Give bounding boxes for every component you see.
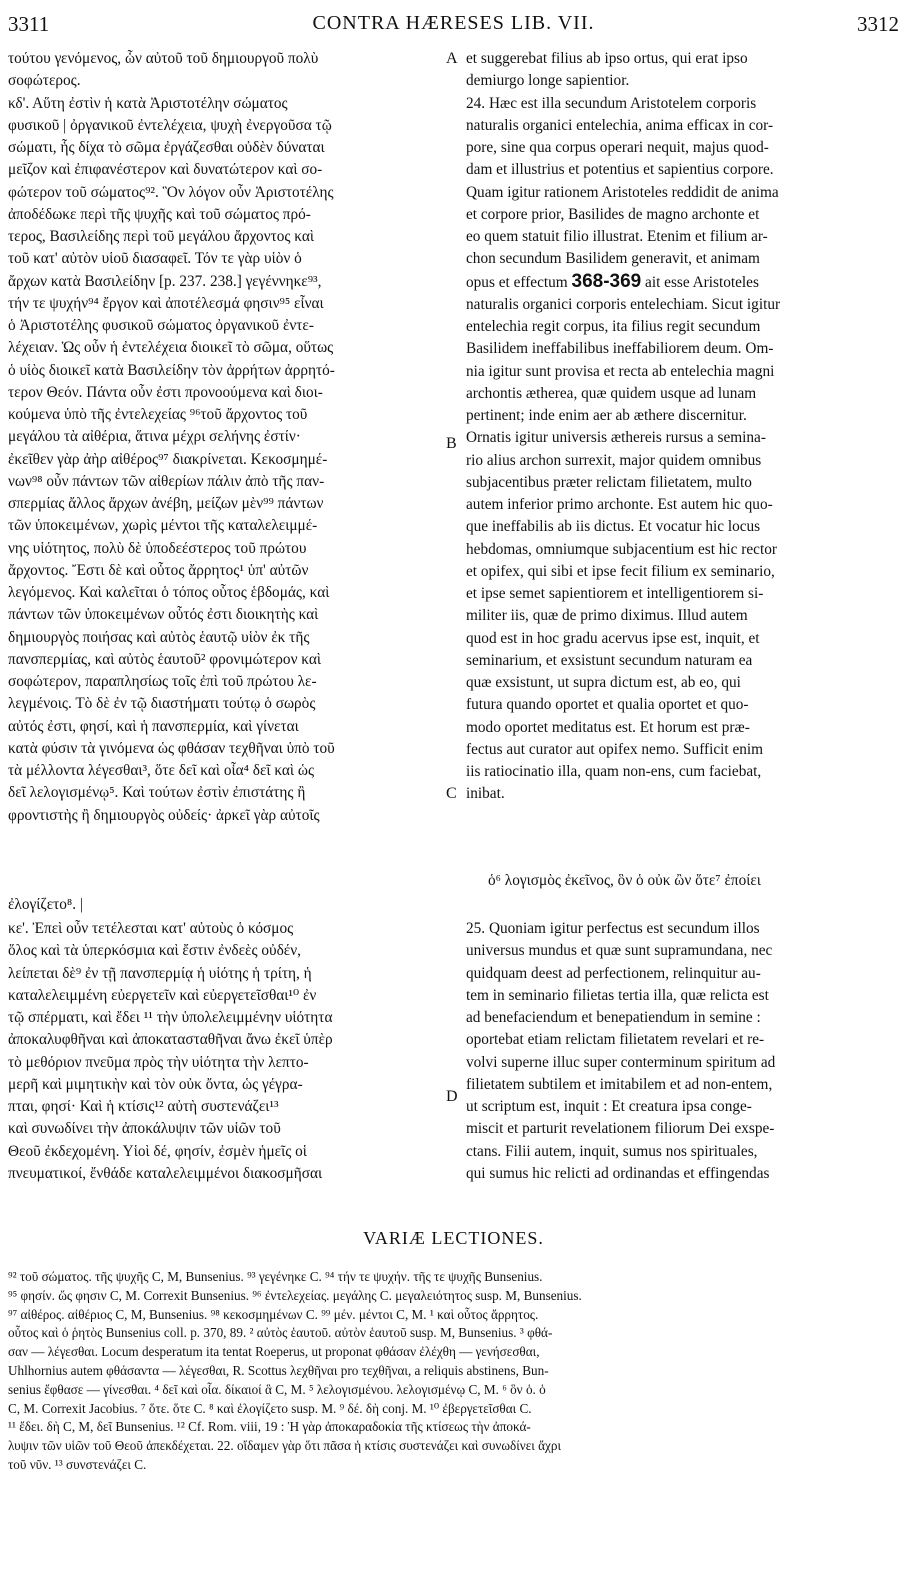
running-title: CONTRA HÆRESES LIB. VII. xyxy=(312,12,595,34)
margin-marker-c: C xyxy=(446,785,457,802)
latin-text-top-start: et suggerebat filius ab ipso ortus, qui erat ipso demiurgo longe sapientior. 24. Hæc est illa secundum Aristotelem corporis naturalis organici entelechia, anima efficax in cor- pore, sine qua corpus operari nequit, majus quod- dam et illustrius et potentius et sapientius corpore. Quam igitur rationem Aristoteles reddidit de anima et corpore prior, Basilides de magno archonte et eo quem statuit filio illustrat. Etenim et filium ar- chon secundum Basilidem generavit, et animam opus et effectum xyxy=(466,50,779,291)
margin-marker-d: D xyxy=(446,1088,458,1105)
migne-page-reference: 368-369 xyxy=(571,270,642,292)
greek-column-bottom: κε'. Ἐπεὶ οὖν τετέλεσται κατ' αὐτοὺς ὁ κόσμος ὅλος καὶ τὰ ὑπερκόσμια καὶ ἔστιν ἐνδεὲς οὐδέν, λείπεται δὲ⁹ ἐν τῇ πανσπερμίᾳ ἡ υἱότης ἡ τρίτη, ἡ καταλελειμμένη εὐεργετεῖν καὶ εὐεργετεῖσθαι¹⁰ ἐν τῷ σπέρματι, καὶ ἔδει ¹¹ τὴν ὑπολελειμμένην υἱότητα ἀποκαλυφθῆναι καὶ ἀποκατασταθῆναι ἄνω ἐκεῖ ὑπὲρ τὸ μεθόριον πνεῦμα πρὸς τὴν υἱότητα τὴν λεπτο- μερῆ καὶ μιμητικὴν καὶ τὸν οὐκ ὄντα, ὡς γέγρα- πται, φησί· Καὶ ἡ κτίσις¹² αὐτὴ συστενάζει¹³ καὶ συνωδίνει τὴν ἀποκάλυψιν τῶν υἱῶν τοῦ Θεοῦ ἐκδεχομένη. Υἱοὶ δέ, φησίν, ἐσμὲν ἡμεῖς οἱ πνευματικοί, ἔνθάδε καταλελειμμένοι διακοσμῆσαι xyxy=(8,920,333,1182)
right-page-number: 3312 xyxy=(857,12,899,36)
greek-column-top: τούτου γενόμενος, ὧν αὐτοῦ τοῦ δημιουργοῦ πολὺ σοφώτερος. κδ'. Αὕτη ἐστὶν ἡ κατὰ Ἀριστοτέλην σώματος φυσικοῦ | ὀργανικοῦ ἐντελέχεια, ψυχὴ ἐνεργοῦσα τῷ σώματι, ἧς δίχα τὸ σῶμα ἐργάζεσθαι οὐδὲν δύναται μεῖζον καὶ ἐπιφανέστερον καὶ δυνατώτερον καὶ σο- φώτερον τοῦ σώματος⁹². Ὃν λόγον οὖν Ἀριστοτέλης ἀποδέδωκε περὶ τῆς ψυχῆς καὶ τοῦ σώματος πρό- τερος, Βασιλείδης περὶ τοῦ μεγάλου ἄρχοντος καὶ τοῦ κατ' αὐτὸν υἱοῦ διασαφεῖ. Τόν τε γὰρ υἱὸν ὁ ἄρχων κατὰ Βασιλείδην [p. 237. 238.] γεγέννηκε⁹³, τήν τε ψυχήν⁹⁴ ἔργον καὶ ἀποτέλεσμά φησιν⁹⁵ εἶναι ὁ Ἀριστοτέλης φυσικοῦ σώματος ὀργανικοῦ ἐντε- λέχειαν. Ὡς οὖν ἡ ἐντελέχεια διοικεῖ τὸ σῶμα, οὕτως ὁ υἱὸς διοικεῖ κατὰ Βασιλείδην τὸν ἀρρήτων ἀρρητό- τερον Θεόν. Πάντα οὖν ἐστι προνοούμενα καὶ διοι- κούμενα ὑπὸ τῆς ἐντελεχείας ⁹⁶τοῦ ἄρχοντος τοῦ μεγάλου τὰ αἰθέρια, ἅτινα μέχρι σελήνης ἐστίν· ἐκεῖθεν γὰρ ἀὴρ αἰθέρος⁹⁷ διακρίνεται. Κεκοσμημέ- νων⁹⁸ οὖν πάντων τῶν αἰθερίων πάλιν ἀπὸ τῆς παν- σπερμίας ἄλλος ἄρχων ἀνέβη, μείζων μὲν⁹⁹ πάντων τῶν ὑποκειμένων, χωρὶς μέντοι τῆς καταλελειμμέ- νης υἱότητος, πολὺ δὲ ὑποδεέστερος τοῦ πρώτου ἄρχοντος. Ἔστι δὲ καὶ οὗτος ἄρρητος¹ ὑπ' αὐτῶν λεγόμενος. Καὶ καλεῖται ὁ τόπος οὗτος ἑβδομάς, καὶ πάντων τῶν ὑποκειμένων οὗτός ἐστι διοικητὴς καὶ δημιουργὸς ποιήσας καὶ αὐτὸς ἑαυτῷ υἱὸν ἐκ τῆς πανσπερμίας, καὶ αὐτὸς ἑαυτοῦ² φρονιμώτερον καὶ σοφώτερον, παραπλησίως τοῖς ἐπὶ τοῦ πρώτου λε- λεγμένοις. Τὸ δὲ ἐν τῷ διαστήματι τούτῳ ὁ σωρὸς αὐτός ἐστι, φησί, καὶ ἡ πανσπερμία, καὶ γίνεται κατὰ φύσιν τὰ γινόμενα ὡς φθάσαν τεχθῆναι ὑπὸ τοῦ τὰ μέλλοντα λέγεσθαι³, ὅτε δεῖ καὶ οἷα⁴ δεῖ καὶ ὡς δεῖ λελογισμένῳ⁵. Καὶ τούτων ἐστὶν ἐπιστάτης ἢ φροντιστὴς ἢ δημιουργὸς οὐδείς· ἀρκεῖ γὰρ αὐτοῖς xyxy=(8,50,335,824)
greek-spanning-line: ὁ⁶ λογισμὸς ἐκεῖνος, ὃν ὁ οὐκ ὢν ὅτε⁷ ἐποίει xyxy=(488,872,761,889)
margin-marker-a: A xyxy=(446,50,458,67)
running-header xyxy=(8,12,899,42)
latin-column-top xyxy=(466,48,899,870)
latin-column-bottom: 25. Quoniam igitur perfectus est secundum illos universus mundus et quæ sunt supramundana, nec quidquam deest ad perfectionem, relinquitur au- tem in seminario filietas tertia illa, quæ relicta est ad benefaciendum et benepatiendum in semine : oportebat etiam relictam filietatem revelari et re- volvi superne illuc super conterminum spiritum ad filietatem subtilem et imitabilem et ad non-entem, ut scriptum est, inquit : Et creatura ipsa conge- miscit et parturit revelationem filiorum Dei exspe- ctans. Filii autem, inquit, sumus nos spirituales, qui sumus hic relicti ad ordinandas et effingendas xyxy=(466,920,776,1182)
greek-spanning-line-end: ἐλογίζετο⁸. | xyxy=(8,896,83,913)
variae-lectiones-heading: VARIÆ LECTIONES. xyxy=(363,1228,544,1248)
margin-marker-b: B xyxy=(446,435,457,452)
critical-apparatus-notes: ⁹² τοῦ σώματος. τῆς ψυχῆς C, M, Bunsenius. ⁹³ γεγένηκε C. ⁹⁴ τήν τε ψυχήν. τῆς τε ψυχῆς Bunsenius. ⁹⁵ φησίν. ὥς φησιν C, M. Correxit Bunsenius. ⁹⁶ ἐντελεχείας. μεγάλης C. μεγαλειότητος susp. M, Bunsenius. ⁹⁷ αἰθέρος. αἰθέριος C, M, Bunsenius. ⁹⁸ κεκοσμημένων C. ⁹⁹ μέν. μέντοι C, M. ¹ καὶ οὗτος ἄρρητος. οὗτος καὶ ὁ ῥητὸς Bunsenius coll. p. 370, 89. ² αὐτὸς ἑαυτοῦ. αὐτὸν ἑαυτοῦ susp. M, Bunsenius. ³ φθά- σαν — λέγεσθαι. Locum desperatum ita tentat Roeperus, ut proponat φθάσαν ἐλέχθη — γενήσεσθαι, Uhlhornius autem φθάσαντα — λέγεσθαι, R. Scottus λεχθῆναι pro τεχθῆναι, a reliquis abstinens, Bun- senius ἔφθασε — γίνεσθαι. ⁴ δεῖ καὶ οἷα. δίκαιοί ἃ C, M. ⁵ λελογισμένου. λελογισμένῳ C, M. ⁶ ὃν ὁ. ὁ C, M. Correxit Jacobius. ⁷ ὅτε. ὅτε C. ⁸ καὶ ἐλογίζετο susp. M. ⁹ δέ. δὴ conj. M. ¹⁰ ἐβεργετεῖσθαι C. ¹¹ ἔδει. δὴ C, M, δεῖ Bunsenius. ¹² Cf. Rom. viii, 19 : Ἡ γὰρ ἀποκαραδοκία τῆς κτίσεως τὴν ἀποκά- λυψιν τῶν υἱῶν τοῦ Θεοῦ ἀπεκδέχεται. 22. οἴδαμεν γὰρ ὅτι πᾶσα ἡ κτίσις συστενάζει καὶ συνωδίνει ἄχρι τοῦ νῦν. ¹³ συνστενάζει C. xyxy=(8,1269,582,1472)
latin-text-top-rest: ait esse Aristoteles naturalis organici corporis entelechiam. Sicut igitur entelechia regit corpus, ita filius regit secundum Basilidem ineffabilibus ineffabiliorem deum. Om- nia igitur sunt provisa et recta ab entelechia magni archontis ætherea, quæ quidem usque ad lunam pertinent; inde enim aer ab æthere discernitur. Ornatis igitur universis æthereis rursus a semina- rio alius archon surrexit, major quidem omnibus subjacentibus præter relictam filietatem, multo autem inferior primo archonte. Est autem hic quo- que ineffabilis ab iis dictus. Et vocatur hic locus hebdomas, omniumque subjacentium est hic rector et opifex, qui sibi et ipse fecit filium ex seminario, et ipse semet sapientiorem et intelligentiorem si- militer iis, quæ de primo diximus. Illud autem quod est in hoc gradu acervus ipse est, inquit, et seminarium, et exsistunt secundum naturam ea quæ exsistunt, ut supra dictum est, ab eo, qui futura quando oportet et qualia oportet et quo- modo oportet meditatus est. Et horum est præ- fectus aut curator aut opifex nemo. Sufficit enim iis ratiocinatio illa, quam non-ens, cum faciebat, inibat. xyxy=(466,273,781,803)
left-page-number: 3311 xyxy=(8,12,50,36)
